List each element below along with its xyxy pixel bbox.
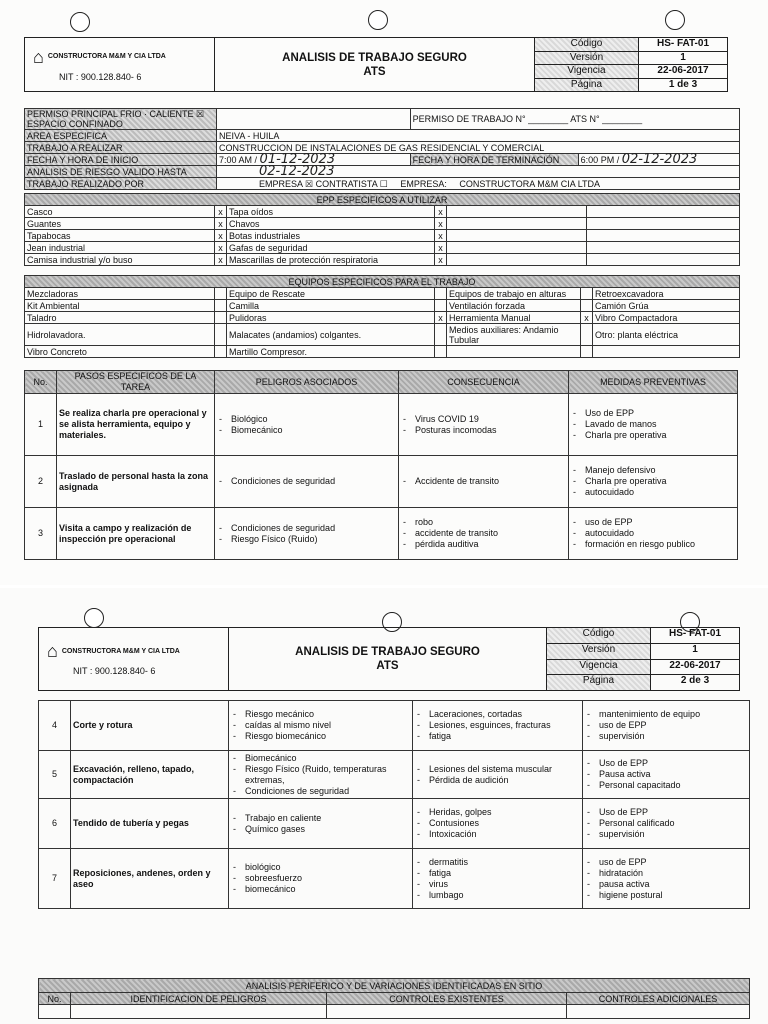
permit-label: PERMISO PRINCIPAL FRIO · CALIENTE ☒ ESPACIO CONFINADO: [25, 109, 217, 130]
step-hazards-item: - Condiciones de seguridad: [231, 786, 410, 797]
punch-hole: [665, 10, 685, 30]
pagina-value: 1 de 3: [668, 78, 698, 90]
equipo-check[interactable]: [581, 300, 593, 312]
version-label: Versión: [535, 52, 639, 65]
step-measures-item: - supervisión: [585, 731, 747, 742]
equipo-item: Hidrolavadora.: [25, 324, 215, 346]
equipo-item: Taladro: [25, 312, 215, 324]
step-hazards-item: - Riesgo mecánico: [231, 709, 410, 720]
equipo-item: Vibro Compactadora: [593, 312, 740, 324]
step-consequences: [399, 456, 569, 508]
step-measures-item: - Charla pre operativa: [571, 476, 735, 487]
step-row: [39, 751, 750, 799]
step-measures: [583, 799, 750, 849]
step-hazards-item: - Riesgo Físico (Ruido): [217, 534, 396, 545]
form-title: [215, 38, 535, 91]
step-consequences-item: - accidente de transito: [401, 528, 566, 539]
epp-row: [25, 254, 740, 266]
equipo-row: [25, 300, 740, 312]
step-measures-item: - higiene postural: [585, 890, 747, 901]
step-hazards-list: [231, 709, 410, 742]
step-hazards: [215, 456, 399, 508]
step-measures: [583, 849, 750, 909]
equipo-check[interactable]: [435, 288, 447, 300]
col-medidas: MEDIDAS PREVENTIVAS: [569, 371, 738, 394]
step-task: Visita a campo y realización de inspección pre operacional: [57, 508, 215, 560]
epp-empty[interactable]: [587, 206, 740, 218]
step-measures-item: - uso de EPP: [585, 720, 747, 731]
col-no: No.: [25, 371, 57, 394]
equipo-check[interactable]: [215, 288, 227, 300]
version-value: 1: [692, 643, 698, 655]
periferico-ident: IDENTIFICACION DE PELIGROS: [71, 993, 327, 1005]
epp-title: EPP ESPECIFICOS A UTILIZAR: [25, 194, 740, 206]
epp-check[interactable]: x: [215, 242, 227, 254]
document-codes: [547, 628, 739, 690]
step-measures-item: - Lavado de manos: [571, 419, 735, 430]
step-row: [25, 394, 738, 456]
equipo-item: Ventilación forzada: [447, 300, 581, 312]
epp-row: [25, 218, 740, 230]
equipo-check[interactable]: x: [435, 312, 447, 324]
equipo-check[interactable]: [215, 324, 227, 346]
step-measures: [569, 456, 738, 508]
step-number: 1: [25, 394, 57, 456]
step-hazards: [229, 799, 413, 849]
equipo-item: [593, 346, 740, 358]
step-consequences: [413, 849, 583, 909]
codigo-label: Código: [535, 38, 639, 51]
epp-item: Jean industrial: [25, 242, 215, 254]
step-measures-item: - supervisión: [585, 829, 747, 840]
epp-empty[interactable]: [587, 218, 740, 230]
step-hazards-item: - caídas al mismo nivel: [231, 720, 410, 731]
equipo-item: [447, 346, 581, 358]
periferico-no: No.: [39, 993, 71, 1005]
step-number: 6: [39, 799, 71, 849]
epp-check[interactable]: x: [215, 218, 227, 230]
epp-check[interactable]: x: [215, 206, 227, 218]
step-hazards-list: [217, 414, 396, 436]
equipo-item: Kit Ambiental: [25, 300, 215, 312]
step-number: 3: [25, 508, 57, 560]
step-consequences: [413, 751, 583, 799]
form-header: [24, 37, 728, 92]
codigo-value: HS- FAT-01: [656, 38, 710, 49]
step-measures-item: - Uso de EPP: [571, 408, 735, 419]
step-hazards-item: - Biomecánico: [231, 753, 410, 764]
step-measures-list: [571, 465, 735, 498]
step-measures-item: - autocuidado: [571, 528, 735, 539]
step-measures-item: - uso de EPP: [585, 857, 747, 868]
house-logo-icon: ⌂: [33, 46, 44, 67]
step-consequences-list: [401, 476, 566, 487]
step-measures-list: [571, 408, 735, 441]
equipo-row: [25, 324, 740, 346]
step-consequences-item: - fatiga: [415, 868, 580, 879]
periferico-table: [38, 978, 750, 1019]
steps-table-page1: [24, 370, 738, 560]
epp-empty[interactable]: [447, 242, 587, 254]
step-row: [39, 799, 750, 849]
equipo-item: Medios auxiliares: Andamio Tubular: [447, 324, 581, 346]
step-task: Traslado de personal hasta la zona asignada: [57, 456, 215, 508]
step-consequences: [413, 799, 583, 849]
equipos-title: EQUIPOS ESPECIFICOS PARA EL TRABAJO: [25, 276, 740, 288]
step-hazards: [229, 849, 413, 909]
step-measures-item: - Manejo defensivo: [571, 465, 735, 476]
equipo-row: [25, 346, 740, 358]
epp-empty[interactable]: [587, 242, 740, 254]
epp-check[interactable]: x: [215, 230, 227, 242]
epp-row: [25, 242, 740, 254]
step-hazards-list: [217, 523, 396, 545]
step-hazards-item: - Trabajo en caliente: [231, 813, 410, 824]
equipo-item: Equipo de Rescate: [227, 288, 435, 300]
equipo-item: Herramienta Manual: [447, 312, 581, 324]
step-measures-item: - Uso de EPP: [585, 807, 747, 818]
pagina-label: Página: [547, 675, 651, 690]
periferico-cell[interactable]: [39, 1005, 71, 1019]
title-line-2: ATS: [376, 660, 399, 672]
periferico-adicionales: CONTROLES ADICIONALES: [567, 993, 750, 1005]
step-hazards-item: - Químico gases: [231, 824, 410, 835]
title-line-2: ATS: [363, 65, 386, 78]
equipo-row: [25, 312, 740, 324]
step-consequences-item: - Virus COVID 19: [401, 414, 566, 425]
step-consequences-item: - dermatitis: [415, 857, 580, 868]
epp-empty[interactable]: [447, 230, 587, 242]
step-hazards-item: - Riesgo biomecánico: [231, 731, 410, 742]
epp-item: Mascarillas de protección respiratoria: [227, 254, 435, 266]
step-consequences-item: - Lesiones, esguinces, fracturas: [415, 720, 580, 731]
title-line-1: ANALISIS DE TRABAJO SEGURO: [295, 646, 480, 658]
step-consequences-list: [415, 807, 580, 840]
epp-item: Chavos: [227, 218, 435, 230]
step-task: Corte y rotura: [71, 701, 229, 751]
step-consequences-item: - Laceraciones, cortadas: [415, 709, 580, 720]
epp-check[interactable]: x: [435, 218, 447, 230]
company-logo-block: [25, 38, 215, 91]
epp-empty[interactable]: [447, 218, 587, 230]
form-title: [229, 628, 547, 690]
equipo-item: Mezcladoras: [25, 288, 215, 300]
epp-item: Casco: [25, 206, 215, 218]
step-consequences-list: [415, 764, 580, 786]
fecha-inicio-label: FECHA Y HORA DE INICIO: [25, 154, 217, 166]
step-hazards: [215, 508, 399, 560]
step-consequences-item: - fatiga: [415, 731, 580, 742]
codigo-value: HS- FAT-01: [668, 628, 722, 639]
vigencia-value: 22-06-2017: [669, 659, 721, 671]
step-hazards-list: [217, 476, 396, 487]
step-measures-item: - hidratación: [585, 868, 747, 879]
step-task: Tendido de tubería y pegas: [71, 799, 229, 849]
step-consequences-item: - Accidente de transito: [401, 476, 566, 487]
pagina-label: Página: [535, 79, 639, 92]
epp-empty[interactable]: [447, 206, 587, 218]
step-measures: [583, 701, 750, 751]
equipo-check[interactable]: [581, 288, 593, 300]
epp-check[interactable]: x: [435, 254, 447, 266]
punch-hole: [368, 10, 388, 30]
step-consequences-item: - pérdida auditiva: [401, 539, 566, 550]
house-logo-icon: ⌂: [47, 641, 58, 661]
step-measures: [569, 508, 738, 560]
step-measures: [583, 751, 750, 799]
step-hazards-item: - biológico: [231, 862, 410, 873]
step-consequences: [399, 394, 569, 456]
epp-empty[interactable]: [447, 254, 587, 266]
step-consequences-item: - Posturas incomodas: [401, 425, 566, 436]
step-consequences-item: - lumbago: [415, 890, 580, 901]
periferico-title: ANALISIS PERIFERICO Y DE VARIACIONES IDENTIFICADAS EN SITIO: [39, 979, 750, 993]
step-consequences-item: - Contusiones: [415, 818, 580, 829]
steps-table-page2: [38, 700, 750, 909]
equipo-check[interactable]: [215, 346, 227, 358]
realizado-value: EMPRESA ☒ CONTRATISTA ☐ EMPRESA: CONSTRUCTORA M&M CIA LTDA: [217, 178, 740, 190]
step-number: 5: [39, 751, 71, 799]
equipo-row: [25, 288, 740, 300]
step-hazards-list: [231, 813, 410, 835]
version-value: 1: [680, 51, 686, 63]
step-hazards-item: - Biológico: [217, 414, 396, 425]
periferico-cell[interactable]: [327, 1005, 567, 1019]
trabajo-label: TRABAJO A REALIZAR: [25, 142, 217, 154]
periferico-cell[interactable]: [71, 1005, 327, 1019]
step-consequences-item: - virus: [415, 879, 580, 890]
step-consequences-item: - Lesiones del sistema muscular: [415, 764, 580, 775]
equipo-item: Camión Grúa: [593, 300, 740, 312]
step-measures-item: - Pausa activa: [585, 769, 747, 780]
equipos-table: [24, 275, 740, 358]
company-name: CONSTRUCTORA M&M Y CIA LTDA: [61, 647, 180, 655]
step-measures-list: [571, 517, 735, 550]
epp-item: Gafas de seguridad: [227, 242, 435, 254]
step-consequences-list: [401, 414, 566, 436]
step-consequences-item: - Intoxicación: [415, 829, 580, 840]
epp-item: Tapa oídos: [227, 206, 435, 218]
periferico-controles: CONTROLES EXISTENTES: [327, 993, 567, 1005]
step-consequences-list: [401, 517, 566, 550]
epp-item: Camisa industrial y/o buso: [25, 254, 215, 266]
step-measures-item: - mantenimiento de equipo: [585, 709, 747, 720]
step-measures-item: - Personal capacitado: [585, 780, 747, 791]
step-hazards-item: - Riesgo Físico (Ruido, temperaturas extremas,: [231, 764, 410, 786]
step-hazards-list: [231, 862, 410, 895]
equipo-item: Retroexcavadora: [593, 288, 740, 300]
fecha-fin-label: FECHA Y HORA DE TERMINACIÓN: [410, 154, 578, 166]
step-consequences-list: [415, 709, 580, 742]
fecha-inicio-value[interactable]: 7:00 AM / 01-12-2023: [217, 154, 411, 166]
equipo-check[interactable]: [215, 300, 227, 312]
equipo-check[interactable]: [435, 300, 447, 312]
riesgo-value[interactable]: 02-12-2023: [217, 166, 740, 178]
step-task: Se realiza charla pre operacional y se alista herramienta, equipo y materiales.: [57, 394, 215, 456]
step-row: [39, 701, 750, 751]
vigencia-label: Vigencia: [535, 65, 639, 78]
step-row: [25, 456, 738, 508]
trabajo-value[interactable]: CONSTRUCCION DE INSTALACIONES DE GAS RESIDENCIAL Y COMERCIAL: [217, 142, 740, 154]
punch-hole: [70, 12, 90, 32]
step-row: [39, 849, 750, 909]
step-consequences-item: - robo: [401, 517, 566, 528]
equipo-check[interactable]: x: [581, 312, 593, 324]
company-name: CONSTRUCTORA M&M Y CIA LTDA: [47, 53, 166, 60]
riesgo-label: ANALISIS DE RIESGO VALIDO HASTA: [25, 166, 217, 178]
epp-check[interactable]: x: [435, 242, 447, 254]
equipo-check[interactable]: [581, 324, 593, 346]
pagina-value: 2 de 3: [680, 675, 710, 687]
col-peligros: PELIGROS ASOCIADOS: [215, 371, 399, 394]
step-task: Reposiciones, andenes, orden y aseo: [71, 849, 229, 909]
equipo-item: Martillo Compresor.: [227, 346, 435, 358]
step-measures-list: [585, 709, 747, 742]
area-label: AREA ESPECIFICA: [25, 130, 217, 142]
permit-caliente-cell: [217, 109, 411, 130]
step-measures-item: - Charla pre operativa: [571, 430, 735, 441]
equipo-check[interactable]: [581, 346, 593, 358]
step-consequences-item: - Pérdida de audición: [415, 775, 580, 786]
equipo-check[interactable]: [435, 346, 447, 358]
step-hazards-item: - biomecánico: [231, 884, 410, 895]
title-line-1: ANALISIS DE TRABAJO SEGURO: [282, 51, 467, 64]
epp-table: [24, 193, 740, 266]
general-info-table: [24, 108, 740, 190]
step-measures-item: - formación en riesgo publico: [571, 539, 735, 550]
step-measures-item: - autocuidado: [571, 487, 735, 498]
epp-check[interactable]: x: [435, 230, 447, 242]
step-measures-list: [585, 857, 747, 901]
equipo-item: Camilla: [227, 300, 435, 312]
step-hazards-item: - sobreesfuerzo: [231, 873, 410, 884]
epp-item: Botas industriales: [227, 230, 435, 242]
step-hazards: [215, 394, 399, 456]
step-hazards: [229, 701, 413, 751]
step-row: [25, 508, 738, 560]
periferico-cell[interactable]: [567, 1005, 750, 1019]
equipo-item: Vibro Concreto: [25, 346, 215, 358]
company-nit: NIT : 900.128.840- 6: [73, 666, 156, 676]
document-codes: [535, 38, 727, 91]
realizado-label: TRABAJO REALIZADO POR: [25, 178, 217, 190]
equipo-check[interactable]: [435, 324, 447, 346]
step-number: 7: [39, 849, 71, 909]
fecha-fin-value[interactable]: 6:00 PM / 02-12-2023: [578, 154, 739, 166]
company-logo-block: [39, 628, 229, 690]
step-number: 4: [39, 701, 71, 751]
version-label: Versión: [547, 644, 651, 659]
epp-row: [25, 206, 740, 218]
step-hazards: [229, 751, 413, 799]
epp-empty[interactable]: [587, 254, 740, 266]
area-value[interactable]: NEIVA - HUILA: [217, 130, 740, 142]
epp-item: Guantes: [25, 218, 215, 230]
epp-check[interactable]: x: [215, 254, 227, 266]
step-consequences-list: [415, 857, 580, 901]
equipo-check[interactable]: [215, 312, 227, 324]
col-consecuencia: CONSECUENCIA: [399, 371, 569, 394]
step-measures-item: - uso de EPP: [571, 517, 735, 528]
step-hazards-item: - Biomecánico: [217, 425, 396, 436]
permit-trabajo: PERMISO DE TRABAJO N° ________ ATS N° ________: [410, 109, 739, 130]
punch-hole: [84, 608, 104, 628]
vigencia-label: Vigencia: [547, 660, 651, 675]
form-header-page2: [38, 627, 740, 691]
epp-empty[interactable]: [587, 230, 740, 242]
equipo-item: Equipos de trabajo en alturas: [447, 288, 581, 300]
equipo-item: Malacates (andamios) colgantes.: [227, 324, 435, 346]
epp-item: Tapabocas: [25, 230, 215, 242]
step-task: Excavación, relleno, tapado, compactación: [71, 751, 229, 799]
epp-check[interactable]: x: [435, 206, 447, 218]
company-nit: NIT : 900.128.840- 6: [59, 71, 142, 82]
step-measures-list: [585, 807, 747, 840]
step-hazards-item: - Condiciones de seguridad: [217, 476, 396, 487]
vigencia-value: 22-06-2017: [657, 65, 709, 76]
equipo-item: Otro: planta eléctrica: [593, 324, 740, 346]
equipo-item: Pulidoras: [227, 312, 435, 324]
step-hazards-list: [231, 753, 410, 797]
step-measures-item: - Uso de EPP: [585, 758, 747, 769]
step-hazards-item: - Condiciones de seguridad: [217, 523, 396, 534]
epp-row: [25, 230, 740, 242]
step-consequences: [399, 508, 569, 560]
step-consequences-item: - Heridas, golpes: [415, 807, 580, 818]
col-tarea: PASOS ESPECIFICOS DE LA TAREA: [57, 371, 215, 394]
codigo-label: Código: [547, 628, 651, 643]
step-measures-list: [585, 758, 747, 791]
step-measures: [569, 394, 738, 456]
step-number: 2: [25, 456, 57, 508]
step-consequences: [413, 701, 583, 751]
step-measures-item: - pausa activa: [585, 879, 747, 890]
step-measures-item: - Personal calificado: [585, 818, 747, 829]
